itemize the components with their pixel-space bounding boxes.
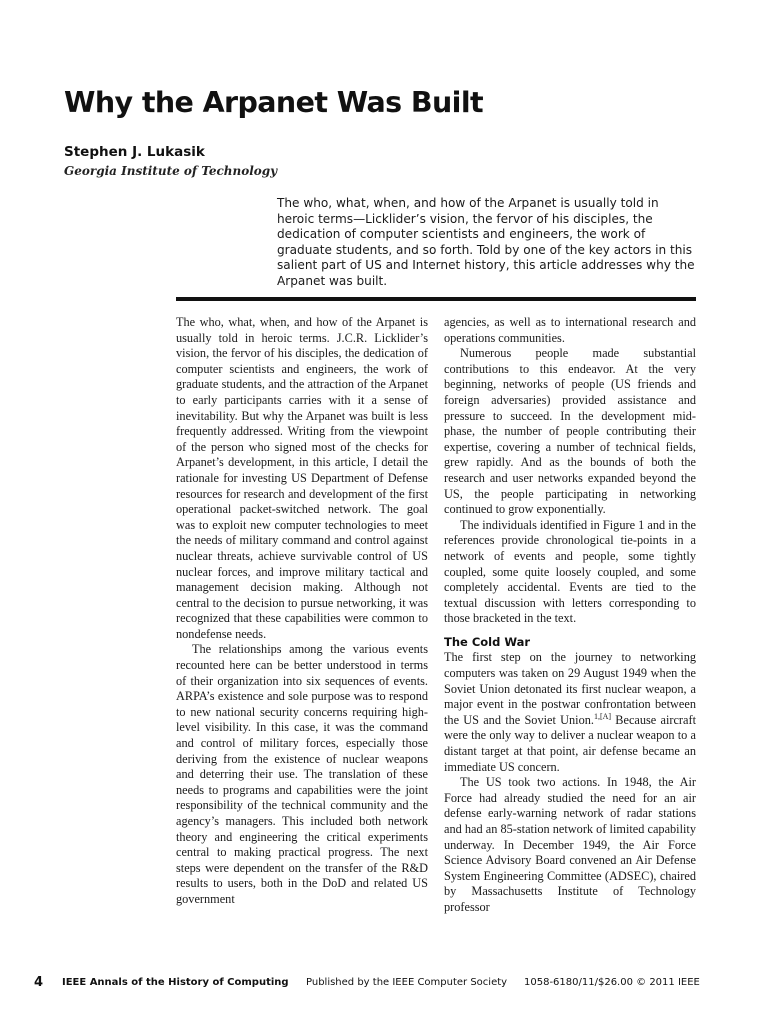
body-paragraph bbox=[444, 650, 696, 775]
body-text: The first step on the journey to networking computers was taken on 29 August 1949 when the Soviet Union detonated its first nuclear weapon, a major event in the postwar confrontation between the US and the Soviet Union. bbox=[444, 650, 696, 727]
publisher-line: Published by the IEEE Computer Society bbox=[306, 977, 508, 988]
journal-name: IEEE Annals of the History of Computing bbox=[62, 977, 289, 988]
body-text: Because aircraft were the only way to deliver a nuclear weapon to a distant target at that point, air defense became an immediate US concern. bbox=[444, 712, 696, 774]
issn-copyright: 1058-6180/11/$26.00 © 2011 IEEE bbox=[524, 977, 700, 988]
body-paragraph: agencies, as well as to international research and operations communities. bbox=[444, 315, 696, 345]
body-paragraph: Numerous people made substantial contributions to this endeavor. At the very beginning, networks of people (US friends and foreign adversaries) provided assistance and pressure to succeed. In the development mid-phase, the number of people contributing their expertise, covering a number of technical fields, grew rapidly. And as the bounds of both the research and user networks expanded beyond the US, the people participating in networking continued to grow exponentially. bbox=[444, 346, 696, 517]
article-title: Why the Arpanet Was Built bbox=[64, 86, 484, 119]
reference-marker: 1,[A] bbox=[593, 711, 612, 721]
body-paragraph: The US took two actions. In 1948, the Air Force had already studied the need for an air defense early-warning network of radar stations and had an 85-station network of limited capability underway. In December 1949, the Air Force Science Advisory Board convened an Air Defense System Engineering Committee (ADSEC), chaired by Massachusetts Institute of Technology professor bbox=[444, 775, 696, 914]
page-number: 4 bbox=[34, 975, 44, 990]
section-divider bbox=[176, 297, 696, 301]
page-footer bbox=[34, 977, 734, 993]
section-heading: The Cold War bbox=[444, 634, 531, 649]
author-affiliation: Georgia Institute of Technology bbox=[64, 164, 278, 178]
author-name: Stephen J. Lukasik bbox=[64, 144, 205, 160]
body-paragraph: The who, what, when, and how of the Arpanet is usually told in heroic terms. J.C.R. Licklider’s vision, the fervor of his disciples, the dedication of computer scientists and engineers, the work of graduate students, and the attraction of the Arpanet to early participants carries with it a sense of inevitability. But why the Arpanet was built is less frequently addressed. Writing from the viewpoint of the person who signed most of the checks for Arpanet’s development, in this article, I detail the rationale for investing US Department of Defense resources for research and development of the first operational packet-switched network. The goal was to exploit new computer technologies to meet the needs of military command and control against nuclear threats, achieve survivable control of US nuclear forces, and improve military tactical and management decision making. Although not central to the decision to pursue networking, it was recognized that these capabilities were common to nondefense needs. bbox=[176, 315, 428, 641]
body-paragraph: The individuals identified in Figure 1 and in the references provide chronological tie-points in a network of events and people, some tightly coupled, some quite loosely coupled, and some completely accidental. Events are tied to the textual discussion with letters corresponding to those bracketed in the text. bbox=[444, 517, 696, 626]
abstract: The who, what, when, and how of the Arpanet is usually told in heroic terms—Licklider’s vision, the fervor of his disciples, the dedication of computer scientists and engineers, the work of graduate students, and so forth. Told by one of the key actors in this salient part of US and Internet history, this article addresses why the Arpanet was built. bbox=[277, 196, 695, 288]
body-column-right bbox=[444, 315, 696, 916]
body-column-left bbox=[176, 315, 428, 908]
body-paragraph: The relationships among the various events recounted here can be better understood in terms of their organization into six sequences of events. ARPA’s existence and sole purpose was to respond to new national security concerns requiring high-level visibility. In this case, it was the command and control of military forces, especially those deriving from the existence of nuclear weapons and deterring their use. The translation of these needs to programs and capabilities were the joint responsibility of the technical community and the agency’s managers. This included both network theory and engineering the critical experiments central to making practical progress. The next steps were dependent on the transfer of the R&D results to users, both in the DoD and related US government bbox=[176, 642, 428, 906]
